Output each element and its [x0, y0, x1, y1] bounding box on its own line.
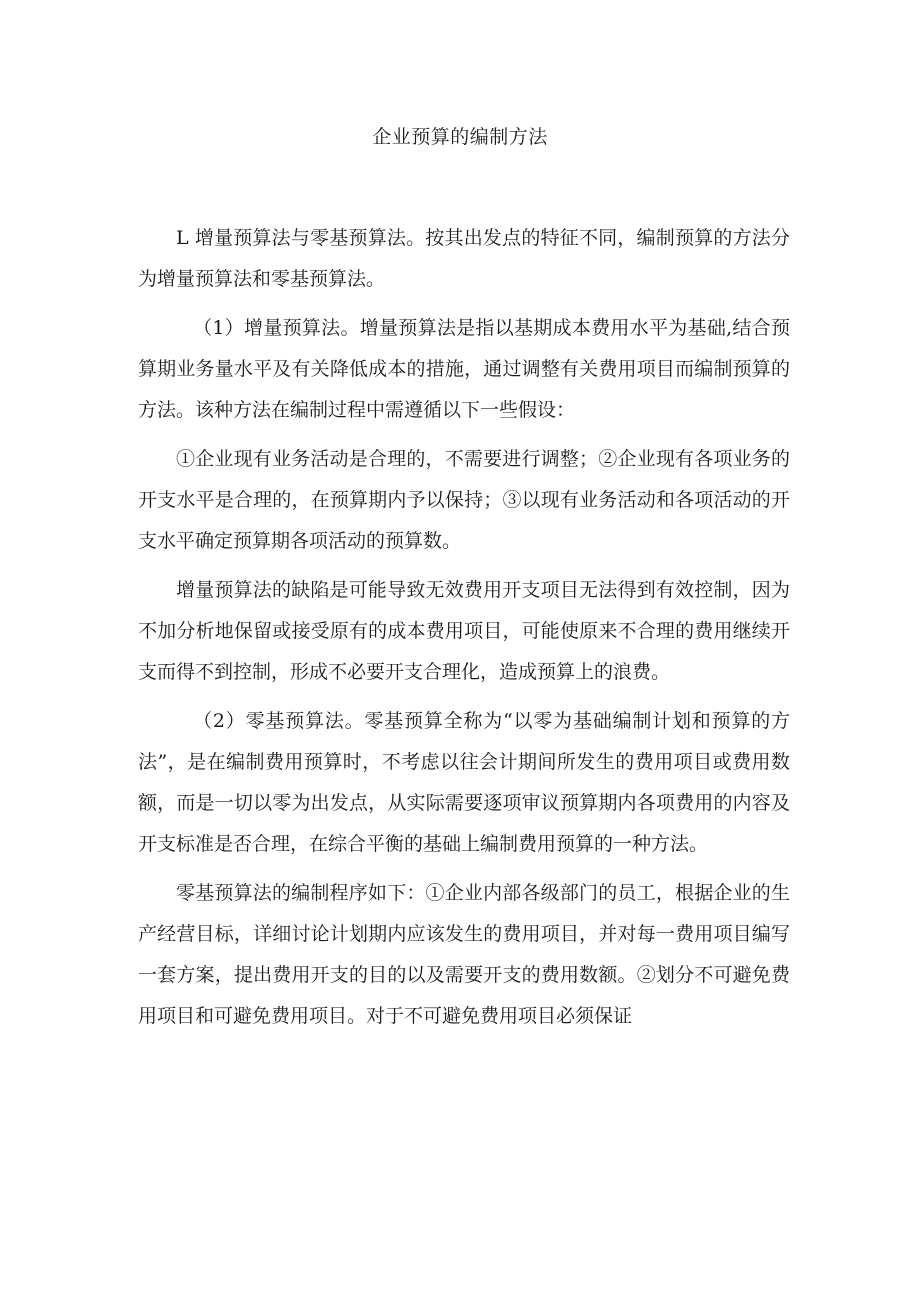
paragraph-4: 增量预算法的缺陷是可能导致无效费用开支项目无法得到有效控制，因为不加分析地保留或接受原有的成本费用项目，可能使原来不合理的费用继续开支而得不到控制，形成不必要开支合理化，造成预算上的浪费。: [138, 579, 790, 683]
paragraph-3: ①企业现有业务活动是合理的，不需要进行调整；②企业现有各项业务的开支水平是合理的，在预算期内予以保持；③以现有业务活动和各项活动的开支水平确定预算期各项活动的预算数。: [138, 448, 790, 552]
paragraph-2: （1）增量预算法。增量预算法是指以基期成本费用水平为基础,结合预算期业务量水平及有关降低成本的措施，通过调整有关费用项目而编制预算的方法。该种方法在编制过程中需遵循以下一些假设：: [138, 317, 790, 421]
document-title: 企业预算的编制方法: [372, 126, 548, 148]
paragraph-6: 零基预算法的编制程序如下：①企业内部各级部门的员工，根据企业的生产经营目标，详细讨论计划期内应该发生的费用项目，并对每一费用项目编写一套方案，提出费用开支的目的以及需要开支的费用数额。②划分不可避免费用项目和可避免费用项目。对于不可避免费用项目必须保证: [138, 882, 790, 1027]
document-body: [138, 218, 790, 1037]
paragraph-1: L 增量预算法与零基预算法。按其出发点的特征不同，编制预算的方法分为增量预算法和零基预算法。: [138, 227, 790, 290]
paragraph-5: （2）零基预算法。零基预算全称为“以零为基础编制计划和预算的方法”，是在编制费用预算时，不考虑以往会计期间所发生的费用项目或费用数额，而是一切以零为出发点，从实际需要逐项审议预算期内各项费用的内容及开支标准是否合理，在综合平衡的基础上编制费用预算的一种方法。: [138, 710, 790, 855]
